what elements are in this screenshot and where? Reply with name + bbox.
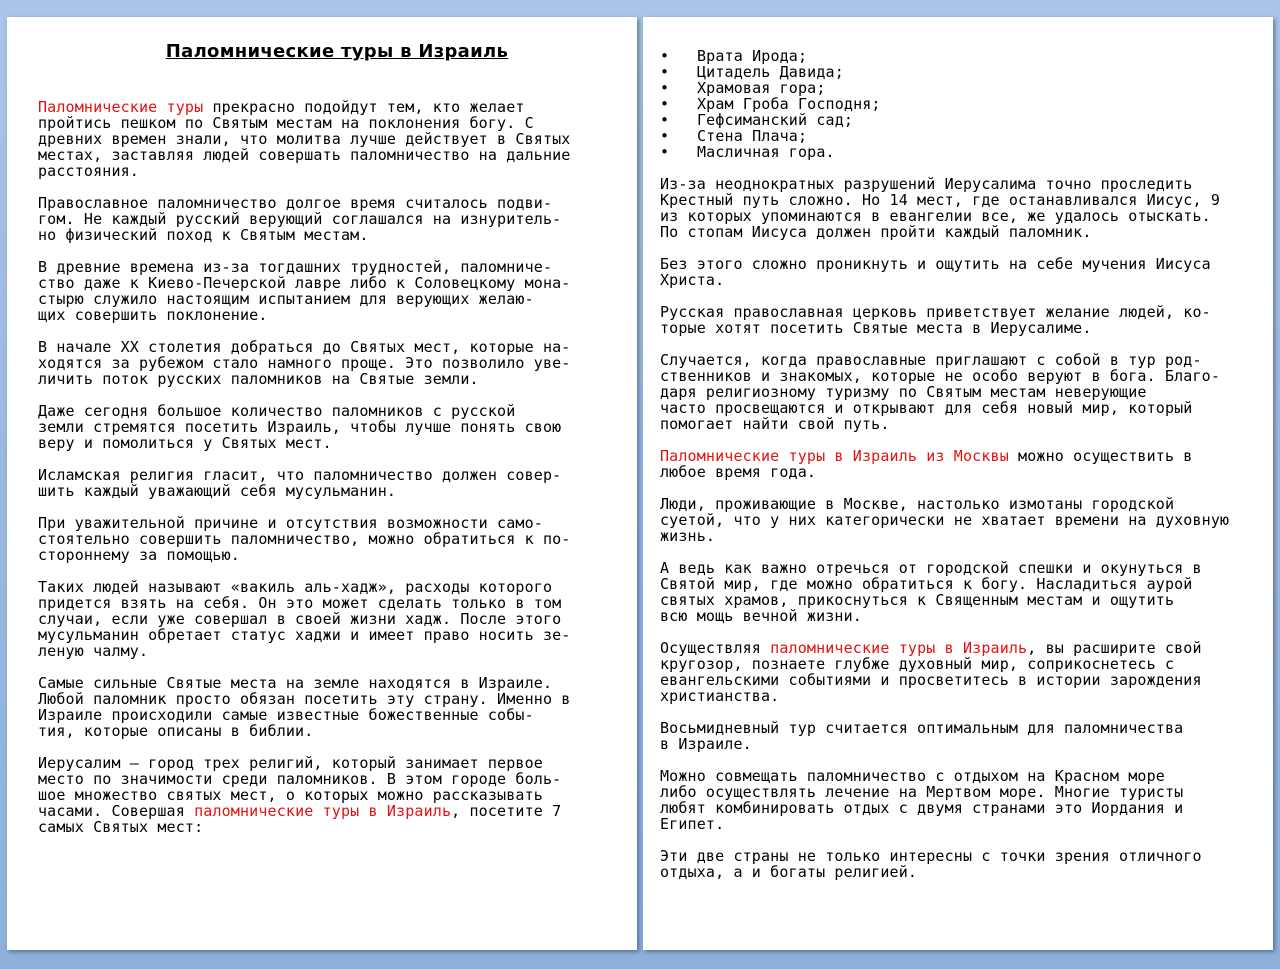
list-item: • Масличная гора. [660, 143, 835, 161]
paragraph: Самые сильные Святые места на земле находятся в Израиле. Любой паломник просто обязан посетить эту страну. Именно в Израиле происходили самые известные божественные собы- тия, которые описаны в библии. [38, 674, 571, 740]
paragraph: Без этого сложно проникнуть и ощутить на себе мучения Иисуса Христа. [660, 255, 1211, 289]
list-item: • Врата Ирода; [660, 47, 808, 65]
paragraph: В древние времена из-за тогдашних трудностей, паломниче- ство даже к Киево-Печерской лавре либо к Соловецкому мона- стырю служило настоящим испытанием для верующих желаю- щих совершить поклонение. [38, 258, 571, 324]
list-item: • Храмовая гора; [660, 79, 826, 97]
red-highlight-text: Паломнические туры в Израиль из Москвы [660, 447, 1009, 465]
paragraph-intro: Паломнические туры прекрасно подойдут тем, кто желает пройтись пешком по Святым местам на поклонения богу. С древних времен знали, что молитва лучше действует в Святых местах, заставляя людей совершать паломничество на дальние расстояния. [38, 98, 571, 180]
paragraph: Даже сегодня большое количество паломников с русской земли стремятся посетить Израиль, чтобы лучше понять свою веру и помолиться у Святых мест. [38, 402, 562, 452]
paragraph-moscow-tours: Паломнические туры в Израиль из Москвы можно осуществить в любое время года. [660, 447, 1193, 481]
left-page-body [38, 99, 628, 851]
paragraph: Случается, когда православные приглашают с собой в тур род- ственников и знакомых, которые не особо веруют в бога. Благо- даря религиозному туризму по Святым местам неверующие часто просвещаются и открывают для себя новый мир, который помогает найти свой путь. [660, 351, 1221, 433]
paragraph-jerusalem: Иерусалим – город трех религий, который занимает первое место по значимости среди паломников. В этом городе боль- шое множество святых мест, о которых можно рассказывать часами. Совершая паломнические туры в Израиль, посетите 7 самых Святых мест: [38, 754, 562, 836]
paragraph: В начале XX столетия добраться до Святых мест, которые на- ходятся за рубежом стало намного проще. Это позволило уве- личить поток русских паломников на Святые земли. [38, 338, 571, 388]
paragraph: При уважительной причине и отсутствия возможности само- стоятельно совершить паломничество, можно обратиться к по- стороннему за помощью. [38, 514, 571, 564]
right-page-body [660, 48, 1265, 896]
red-highlight-text: паломнические туры в Израиль [770, 639, 1028, 657]
list-item: • Гефсиманский сад; [660, 111, 854, 129]
bullet-icon: • [660, 63, 670, 81]
document-title: Паломнические туры в Израиль [165, 41, 509, 62]
document-page-left [7, 17, 637, 950]
list-item: • Цитадель Давида; [660, 63, 844, 81]
document-page-right [643, 17, 1273, 950]
holy-places-list [660, 48, 1265, 160]
paragraph: Православное паломничество долгое время считалось подви- гом. Не каждый русский верующий соглашался на изнуритель- но физический поход к Святым местам. [38, 194, 562, 244]
paragraph: Из-за неоднократных разрушений Иерусалима точно проследить Крестный путь сложно. Но 14 мест, где останавливался Иисус, 9 из которых упоминаются в евангелии все, же удалось отыскать. По стопам Иисуса должен пройти каждый паломник. [660, 175, 1221, 241]
paragraph: Таких людей называют «вакиль аль-хадж», расходы которого придется взять на себя. Он это может сделать только в том случаи, если уже совершал в своей жизни хадж. После этого мусульманин обретает статус хаджи и имеет право носить зе- леную чалму. [38, 578, 571, 660]
bullet-icon: • [660, 127, 670, 145]
bullet-icon: • [660, 47, 670, 65]
list-item: • Храм Гроба Господня; [660, 95, 881, 113]
paragraph: Восьмидневный тур считается оптимальным для паломничества в Израиле. [660, 719, 1184, 753]
paragraph: Русская православная церковь приветствует желание людей, ко- торые хотят посетить Святые места в Иерусалиме. [660, 303, 1211, 337]
paragraph: Эти две страны не только интересны с точки зрения отличного отдыха, а и богаты религией. [660, 847, 1202, 881]
paragraph-tours-benefit: Осуществляя паломнические туры в Израиль, вы расширите свой кругозор, познаете глубже духовный мир, соприкоснетесь с евангельскими событиями и просветитесь в истории зарождения христианства. [660, 639, 1202, 705]
red-highlight-text: паломнические туры в Израиль [194, 802, 452, 820]
paragraph: Можно совмещать паломничество с отдыхом на Красном море либо осуществлять лечение на Мертвом море. Многие туристы любят комбинировать отдых с двумя странами это Иордания и Египет. [660, 767, 1184, 833]
paragraph: Люди, проживающие в Москве, настолько измотаны городской суетой, что у них категорически не хватает времени на духовную жизнь. [660, 495, 1230, 545]
bullet-icon: • [660, 95, 670, 113]
red-highlight-text: Паломнические туры [38, 98, 204, 116]
paragraph: Исламская религия гласит, что паломничество должен совер- шить каждый уважающий себя мусульманин. [38, 466, 562, 500]
bullet-icon: • [660, 79, 670, 97]
bullet-icon: • [660, 143, 670, 161]
list-item: • Стена Плача; [660, 127, 808, 145]
bullet-icon: • [660, 111, 670, 129]
paragraph: А ведь как важно отречься от городской спешки и окунуться в Святой мир, где можно обратиться к богу. Насладиться аурой святых храмов, прикоснуться к Священным местам и ощутить всю мощь вечной жизни. [660, 559, 1202, 625]
